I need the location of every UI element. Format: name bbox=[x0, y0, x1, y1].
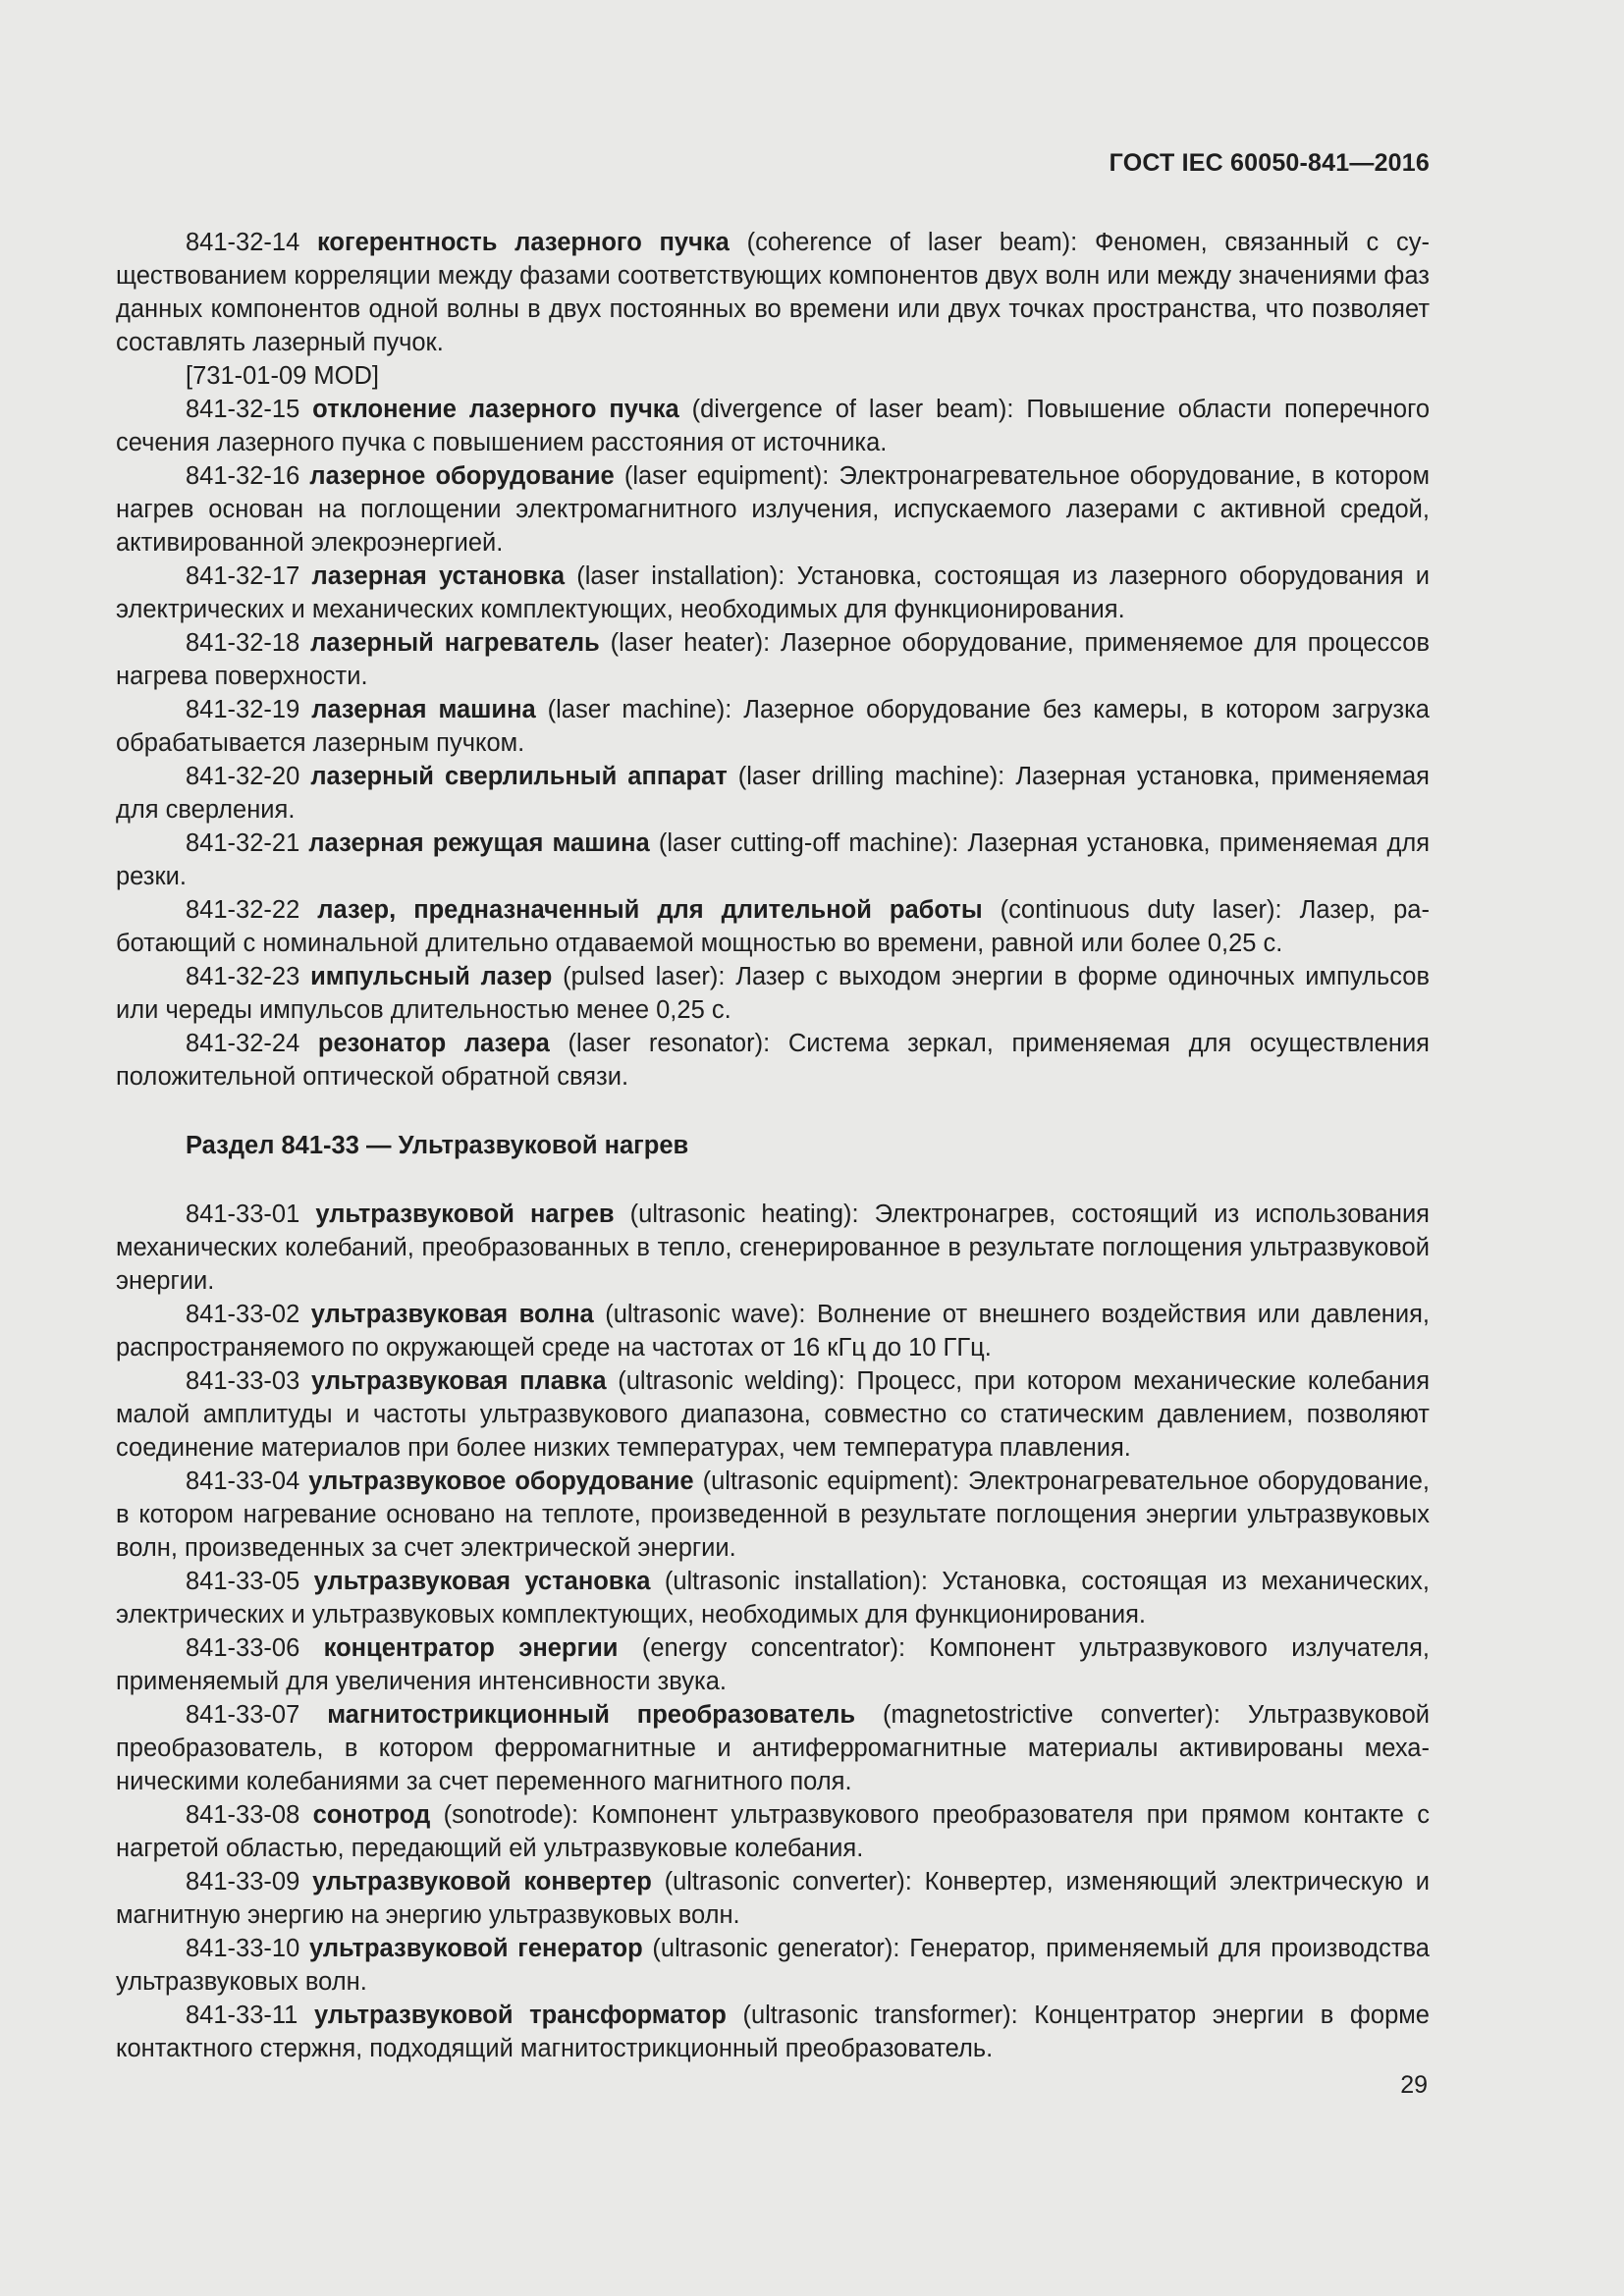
entry-definition: (ultrasonic heating): Электронагрев, состоящий из использования механических колебаний, преобразованных в тепло, сгенерированное в результате поглощения ультразвуковой энергии. bbox=[116, 1201, 1430, 1295]
entry-term: ультразвуковой нагрев bbox=[315, 1201, 615, 1228]
document-code-header: ГОСТ IEC 60050-841—2016 bbox=[1109, 149, 1430, 177]
entry-definition: (magnetostrictive converter): Ультразвуковой преобразователь, в котором ферромагнитные и антиферромагнитные материалы активированы механическими колебаниями за счет переменного магнитного поля. bbox=[116, 1701, 1430, 1795]
entry-number: 841-32-20 bbox=[186, 763, 300, 790]
term-entry bbox=[116, 1932, 1430, 1999]
entry-number: 841-33-02 bbox=[186, 1301, 300, 1328]
entry-definition: (ultrasonic installation): Установка, состоящая из механических, электрических и ультразвуковых комплектующих, необходимых для функционирования. bbox=[116, 1568, 1430, 1629]
entry-definition: (ultrasonic welding): Процесс, при котором механические колебания малой амплитуды и частоты ультразвукового диапазона, совместно со статическим давлением, позволяют соединение материалов при более низких температурах, чем температура плавления. bbox=[116, 1367, 1430, 1462]
entry-definition: (laser drilling machine): Лазерная установка, применяемая для сверления. bbox=[116, 763, 1430, 824]
term-entry bbox=[116, 626, 1430, 693]
entry-definition: (laser installation): Установка, состоящая из лазерного оборудования и электрических и механических комплектующих, необходимых для функционирования. bbox=[116, 562, 1430, 623]
entry-definition: (ultrasonic equipment): Электронагревательное оборудование, в котором нагревание основано на теплоте, произведенной в результате поглощения энергии ультразвуковых волн, произведенных за счет электрической энергии. bbox=[116, 1468, 1430, 1562]
entry-number: 841-32-19 bbox=[186, 696, 300, 723]
term-entry bbox=[116, 1565, 1430, 1631]
term-entry bbox=[116, 1465, 1430, 1565]
term-entry bbox=[116, 960, 1430, 1027]
entry-definition: (continuous duty laser): Лазер, работающий с номинальной длительно отдаваемой мощностью во времени, равной или более 0,25 с. bbox=[116, 896, 1430, 957]
term-entry bbox=[116, 693, 1430, 760]
term-entry bbox=[116, 1999, 1430, 2065]
entry-definition: (ultrasonic wave): Волнение от внешнего воздействия или давления, распространяемого по окружающей среде на частотах от 16 кГц до 10 ГГц. bbox=[116, 1301, 1430, 1362]
term-entry bbox=[116, 827, 1430, 893]
entry-number: 841-32-22 bbox=[186, 896, 300, 924]
entry-number: 841-32-23 bbox=[186, 963, 300, 990]
entry-definition: (pulsed laser): Лазер с выходом энергии в форме одиночных импульсов или череды импульсов длительностью менее 0,25 с. bbox=[116, 963, 1431, 1024]
term-entry bbox=[116, 1298, 1430, 1364]
entry-term: ультразвуковой конвертер bbox=[312, 1868, 652, 1896]
term-entry bbox=[116, 760, 1430, 827]
entry-definition: (laser equipment): Электронагревательное оборудование, в котором нагрев основан на поглощении электромагнитного излучения, испускаемого лазерами с активной средой, активированной элекроэнергией. bbox=[116, 462, 1430, 557]
entry-term: ультразвуковой генератор bbox=[308, 1935, 643, 1962]
term-entry bbox=[116, 459, 1430, 560]
entry-term: сонотрод bbox=[312, 1801, 431, 1829]
entry-number: 841-32-17 bbox=[186, 562, 300, 590]
entry-number: 841-33-05 bbox=[186, 1568, 300, 1595]
entry-number: 841-33-07 bbox=[186, 1701, 300, 1729]
entry-number: 841-33-06 bbox=[186, 1634, 300, 1662]
entry-term: лазерная установка bbox=[311, 562, 566, 590]
entry-definition: (ultrasonic converter): Конвертер, изменяющий электрическую и магнитную энергию на энергию ультразвуковых волн. bbox=[116, 1868, 1430, 1929]
entry-term: лазер, предназначенный для длительной работы bbox=[317, 896, 983, 924]
entry-number: 841-32-24 bbox=[186, 1030, 300, 1057]
entry-term: концентратор энергии bbox=[323, 1634, 619, 1662]
entry-term: лазерная машина bbox=[311, 696, 536, 723]
term-entry bbox=[116, 1027, 1430, 1094]
term-entry bbox=[116, 1698, 1430, 1798]
term-entry bbox=[116, 1865, 1430, 1932]
entry-definition: (divergence of laser beam): Повышение области поперечного сечения лазерного пучка с повышением расстояния от источника. bbox=[116, 396, 1430, 456]
entry-number: 841-32-18 bbox=[186, 629, 300, 657]
term-entry bbox=[116, 1798, 1430, 1865]
entry-definition: (energy concentrator): Компонент ультразвукового излучателя, применяемый для увеличения интенсивности звука. bbox=[116, 1634, 1430, 1695]
document-body bbox=[116, 226, 1430, 2065]
entry-definition: (laser cutting-off machine): Лазерная установка, применяемая для резки. bbox=[116, 829, 1431, 890]
entry-definition: (coherence of laser beam): Феномен, связанный с существованием корреляции между фазами соответствующих компонентов двух волн или между значениями фаз данных компонентов одной волны в двух постоянных во времени или двух точках пространства, что позволяет составлять лазерный пучок. bbox=[116, 229, 1431, 356]
entry-definition: (ultrasonic transformer): Концентратор энергии в форме контактного стержня, подходящий магнитострикционный преобразователь. bbox=[116, 2002, 1430, 2062]
entry-definition: (laser heater): Лазерное оборудование, применяемое для процессов нагрева поверхности. bbox=[116, 629, 1430, 690]
section-heading: Раздел 841-33 — Ультразвуковой нагрев bbox=[186, 1132, 689, 1159]
entry-term: ультразвуковая волна bbox=[310, 1301, 594, 1328]
entry-definition: (ultrasonic generator): Генератор, применяемый для производства ультразвуковых волн. bbox=[116, 1935, 1430, 1996]
entry-number: 841-32-21 bbox=[186, 829, 300, 857]
entry-number: 841-33-04 bbox=[186, 1468, 300, 1495]
entry-number: 841-33-08 bbox=[186, 1801, 300, 1829]
entry-definition: (sonotrode): Компонент ультразвукового преобразователя при прямом контакте с нагретой областью, передающий ей ультразвуковые колебания. bbox=[116, 1801, 1430, 1862]
entry-term: импульсный лазер bbox=[310, 963, 553, 990]
entry-number: 841-33-09 bbox=[186, 1868, 300, 1896]
entry-term: отклонение лазерного пучка bbox=[312, 396, 679, 423]
entry-term: ультразвуковая плавка bbox=[311, 1367, 607, 1395]
entry-number: 841-33-11 bbox=[186, 2002, 298, 2029]
entry-term: ультразвуковая установка bbox=[313, 1568, 651, 1595]
entry-number: 841-33-10 bbox=[186, 1935, 300, 1962]
entry-term: ультразвуковой трансформатор bbox=[314, 2002, 727, 2029]
term-entry bbox=[116, 893, 1430, 960]
entry-definition: (laser resonator): Система зеркал, применяемая для осуществления положительной оптической обратной связи. bbox=[116, 1030, 1430, 1091]
entry-term: ультразвуковое оборудование bbox=[308, 1468, 694, 1495]
entry-number: 841-32-14 bbox=[186, 229, 300, 256]
entry-definition: (laser machine): Лазерное оборудование без камеры, в котором загрузка обрабатывается лазерным пучком. bbox=[116, 696, 1430, 757]
entry-term: резонатор лазера bbox=[317, 1030, 550, 1057]
entry-number: 841-32-16 bbox=[186, 462, 300, 490]
entry-number: 841-33-01 bbox=[186, 1201, 300, 1228]
term-entry bbox=[116, 1364, 1430, 1465]
term-entry bbox=[116, 560, 1430, 626]
page-number: 29 bbox=[1400, 2071, 1428, 2099]
entry-number: 841-33-03 bbox=[186, 1367, 300, 1395]
entry-term: лазерный сверлильный аппарат bbox=[310, 763, 728, 790]
entry-number: 841-32-15 bbox=[186, 396, 300, 423]
entry-term: лазерный нагреватель bbox=[310, 629, 600, 657]
entry-term: лазерная режущая машина bbox=[308, 829, 650, 857]
reference-note: [731-01-09 MOD] bbox=[186, 362, 380, 390]
term-entry bbox=[116, 1631, 1430, 1698]
entry-term: лазерное оборудование bbox=[309, 462, 615, 490]
term-entry bbox=[116, 393, 1430, 459]
entry-term: когерентность лазерного пучка bbox=[317, 229, 730, 256]
term-entry bbox=[116, 1198, 1430, 1298]
term-entry bbox=[116, 226, 1430, 359]
entry-term: магнитострикционный преобразователь bbox=[327, 1701, 856, 1729]
